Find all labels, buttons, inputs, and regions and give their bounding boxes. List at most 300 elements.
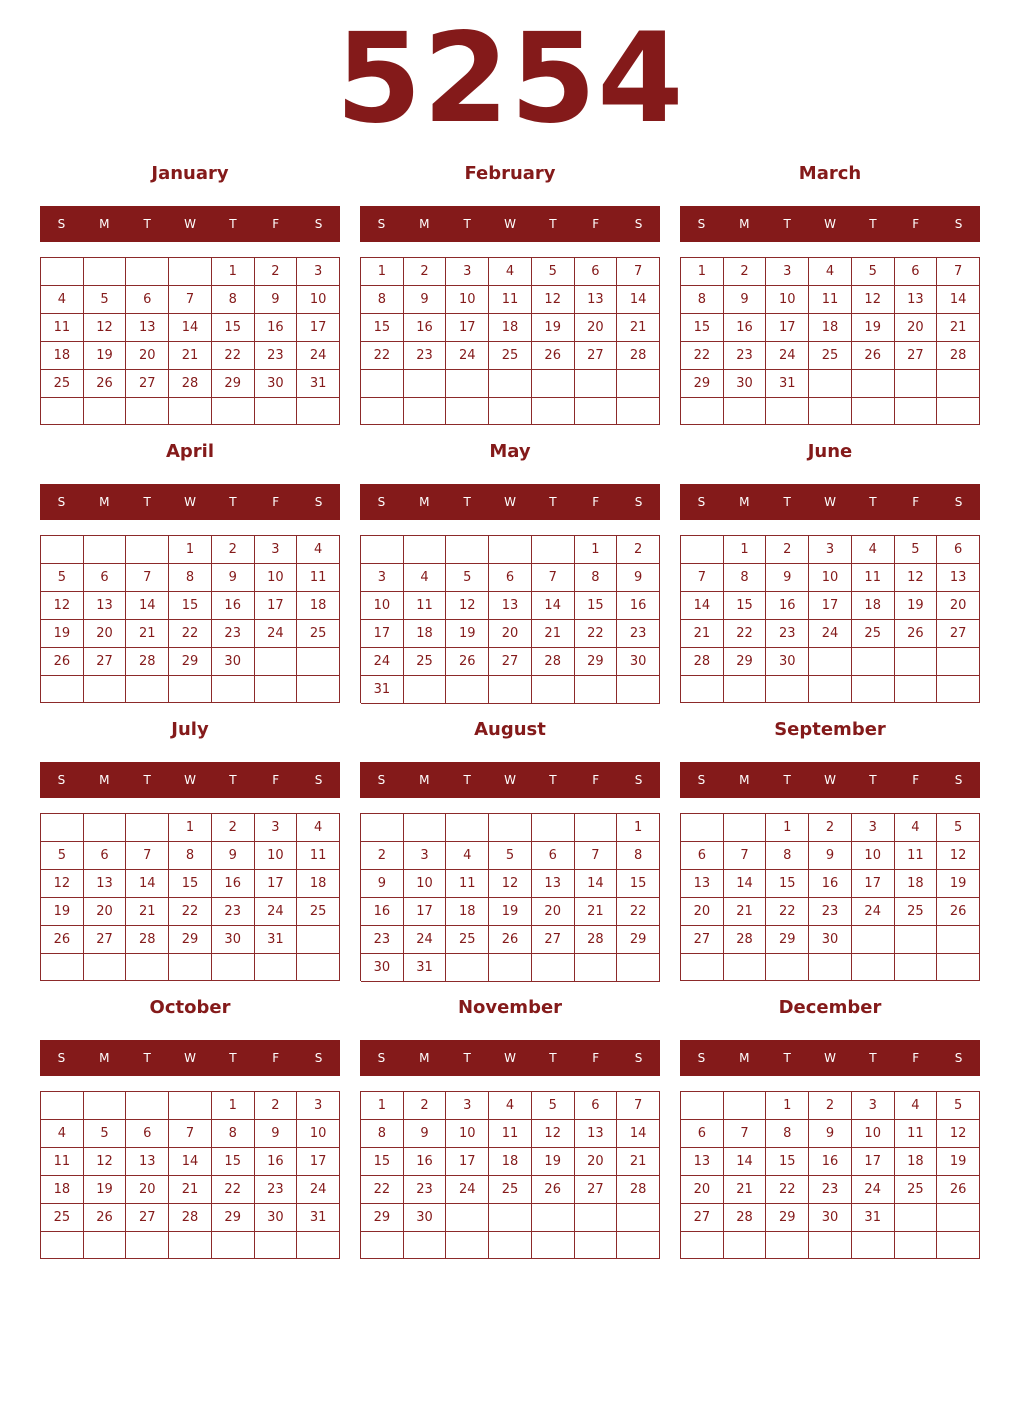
- day-cell: 14: [681, 592, 724, 620]
- day-cell: 16: [809, 1148, 852, 1176]
- day-cell: 6: [681, 842, 724, 870]
- empty-cell: [937, 1232, 980, 1259]
- day-cell: 16: [809, 870, 852, 898]
- day-cell: 7: [937, 258, 980, 286]
- day-cell: 17: [809, 592, 852, 620]
- day-cell: 7: [575, 842, 618, 870]
- day-cell: 27: [84, 926, 127, 954]
- day-cell: 6: [937, 536, 980, 564]
- day-cell: 22: [617, 898, 660, 926]
- day-cell: 29: [212, 1204, 255, 1232]
- empty-cell: [41, 954, 84, 981]
- day-cell: 27: [532, 926, 575, 954]
- day-cell: 1: [575, 536, 618, 564]
- day-cell: 15: [766, 1148, 809, 1176]
- empty-cell: [169, 954, 212, 981]
- day-cell: 31: [255, 926, 298, 954]
- empty-cell: [361, 814, 404, 842]
- year-title: 5254: [335, 7, 685, 151]
- weekday-label: F: [272, 773, 280, 787]
- day-cell: 16: [404, 314, 447, 342]
- day-cell: 18: [404, 620, 447, 648]
- day-cell: 26: [852, 342, 895, 370]
- weekday-header: [40, 1040, 340, 1076]
- empty-cell: [404, 1232, 447, 1259]
- weekday-header: [360, 762, 660, 798]
- month-name: November: [457, 997, 563, 1018]
- day-cell: 1: [361, 258, 404, 286]
- day-cell: 6: [575, 258, 618, 286]
- day-cell: 7: [169, 286, 212, 314]
- day-cell: 8: [681, 286, 724, 314]
- day-cell: 13: [895, 286, 938, 314]
- day-cell: 24: [361, 648, 404, 676]
- day-cell: 31: [852, 1204, 895, 1232]
- day-cell: 13: [489, 592, 532, 620]
- day-cell: 26: [84, 1204, 127, 1232]
- weekday-label: T: [143, 495, 151, 509]
- day-cell: 3: [809, 536, 852, 564]
- day-cell: 16: [724, 314, 767, 342]
- day-cell: 23: [255, 342, 298, 370]
- day-cell: 14: [169, 1148, 212, 1176]
- day-cell: 20: [575, 1148, 618, 1176]
- day-cell: 4: [297, 814, 340, 842]
- day-cell: 18: [297, 592, 340, 620]
- day-grid: [360, 1091, 660, 1259]
- day-cell: 8: [169, 842, 212, 870]
- empty-cell: [895, 926, 938, 954]
- weekday-header: [40, 206, 340, 242]
- day-cell: 6: [681, 1120, 724, 1148]
- weekday-label: W: [504, 217, 516, 231]
- day-cell: 2: [809, 814, 852, 842]
- day-cell: 28: [937, 342, 980, 370]
- day-cell: 22: [766, 1176, 809, 1204]
- day-cell: 18: [852, 592, 895, 620]
- day-cell: 26: [489, 926, 532, 954]
- empty-cell: [532, 536, 575, 564]
- day-cell: 31: [766, 370, 809, 398]
- day-cell: 29: [724, 648, 767, 676]
- day-cell: 24: [809, 620, 852, 648]
- day-cell: 3: [766, 258, 809, 286]
- day-cell: 17: [766, 314, 809, 342]
- day-cell: 20: [681, 898, 724, 926]
- weekday-label: W: [184, 1051, 196, 1065]
- empty-cell: [724, 398, 767, 425]
- day-cell: 6: [895, 258, 938, 286]
- day-cell: 23: [404, 1176, 447, 1204]
- empty-cell: [446, 1204, 489, 1232]
- empty-cell: [489, 676, 532, 704]
- day-cell: 14: [126, 592, 169, 620]
- day-cell: 7: [724, 842, 767, 870]
- day-cell: 18: [297, 870, 340, 898]
- empty-cell: [895, 1204, 938, 1232]
- empty-cell: [532, 1204, 575, 1232]
- day-cell: 23: [361, 926, 404, 954]
- weekday-label: F: [592, 773, 600, 787]
- day-cell: 13: [937, 564, 980, 592]
- day-cell: 27: [575, 1176, 618, 1204]
- day-cell: 3: [404, 842, 447, 870]
- weekday-label: M: [419, 773, 430, 787]
- day-cell: 18: [41, 342, 84, 370]
- day-grid: [40, 535, 340, 703]
- day-cell: 5: [84, 286, 127, 314]
- weekday-header: [360, 1040, 660, 1076]
- empty-cell: [724, 676, 767, 703]
- day-cell: 13: [84, 870, 127, 898]
- weekday-label: S: [314, 773, 323, 787]
- weekday-label: W: [824, 495, 836, 509]
- empty-cell: [532, 1232, 575, 1259]
- day-cell: 9: [212, 842, 255, 870]
- empty-cell: [809, 676, 852, 703]
- day-cell: 2: [809, 1092, 852, 1120]
- day-cell: 4: [809, 258, 852, 286]
- day-cell: 21: [126, 620, 169, 648]
- day-cell: 5: [937, 1092, 980, 1120]
- empty-cell: [126, 258, 169, 286]
- weekday-label: W: [184, 773, 196, 787]
- day-cell: 16: [255, 314, 298, 342]
- weekday-label: W: [824, 1051, 836, 1065]
- day-cell: 9: [617, 564, 660, 592]
- empty-cell: [532, 954, 575, 982]
- empty-cell: [489, 1204, 532, 1232]
- day-cell: 23: [809, 1176, 852, 1204]
- weekday-label: F: [912, 1051, 920, 1065]
- empty-cell: [255, 954, 298, 981]
- day-cell: 6: [489, 564, 532, 592]
- day-cell: 26: [895, 620, 938, 648]
- day-cell: 14: [617, 286, 660, 314]
- empty-cell: [169, 1092, 212, 1120]
- day-cell: 3: [255, 814, 298, 842]
- day-cell: 28: [575, 926, 618, 954]
- empty-cell: [895, 398, 938, 425]
- empty-cell: [489, 1232, 532, 1259]
- day-cell: 27: [126, 370, 169, 398]
- month-name: October: [149, 997, 231, 1018]
- empty-cell: [681, 536, 724, 564]
- day-cell: 17: [297, 314, 340, 342]
- day-cell: 11: [297, 564, 340, 592]
- weekday-label: W: [184, 495, 196, 509]
- day-cell: 18: [895, 1148, 938, 1176]
- empty-cell: [84, 676, 127, 703]
- day-cell: 29: [681, 370, 724, 398]
- empty-cell: [532, 398, 575, 426]
- day-cell: 21: [681, 620, 724, 648]
- empty-cell: [575, 370, 618, 398]
- weekday-label: M: [419, 1051, 430, 1065]
- day-cell: 23: [212, 620, 255, 648]
- empty-cell: [617, 1204, 660, 1232]
- weekday-label: W: [824, 773, 836, 787]
- day-cell: 14: [937, 286, 980, 314]
- day-cell: 28: [126, 926, 169, 954]
- day-cell: 1: [212, 258, 255, 286]
- empty-cell: [84, 258, 127, 286]
- day-cell: 3: [297, 1092, 340, 1120]
- day-cell: 11: [895, 1120, 938, 1148]
- weekday-label: S: [57, 773, 66, 787]
- weekday-label: T: [783, 773, 791, 787]
- empty-cell: [852, 926, 895, 954]
- day-cell: 9: [255, 1120, 298, 1148]
- empty-cell: [766, 1232, 809, 1259]
- day-cell: 7: [532, 564, 575, 592]
- day-cell: 28: [681, 648, 724, 676]
- month-name: September: [774, 719, 886, 740]
- empty-cell: [575, 1232, 618, 1259]
- empty-cell: [895, 648, 938, 676]
- weekday-label: M: [99, 773, 110, 787]
- day-cell: 1: [169, 536, 212, 564]
- weekday-label: W: [504, 1051, 516, 1065]
- day-cell: 8: [617, 842, 660, 870]
- weekday-label: T: [783, 1051, 791, 1065]
- day-cell: 19: [446, 620, 489, 648]
- empty-cell: [489, 814, 532, 842]
- empty-cell: [41, 258, 84, 286]
- weekday-label: M: [739, 1051, 750, 1065]
- day-cell: 27: [681, 926, 724, 954]
- empty-cell: [446, 814, 489, 842]
- day-cell: 13: [681, 870, 724, 898]
- empty-cell: [852, 954, 895, 981]
- day-cell: 7: [126, 564, 169, 592]
- weekday-header: [40, 484, 340, 520]
- day-cell: 11: [489, 286, 532, 314]
- day-grid: [680, 257, 980, 425]
- day-cell: 8: [361, 286, 404, 314]
- day-grid: [40, 1091, 340, 1259]
- day-cell: 28: [617, 1176, 660, 1204]
- weekday-label: M: [739, 217, 750, 231]
- day-cell: 2: [404, 1092, 447, 1120]
- day-cell: 7: [617, 258, 660, 286]
- day-cell: 5: [41, 842, 84, 870]
- day-cell: 5: [84, 1120, 127, 1148]
- day-cell: 2: [255, 1092, 298, 1120]
- day-cell: 25: [297, 620, 340, 648]
- day-cell: 24: [297, 1176, 340, 1204]
- empty-cell: [532, 676, 575, 704]
- weekday-label: T: [549, 495, 557, 509]
- day-cell: 26: [446, 648, 489, 676]
- day-cell: 29: [575, 648, 618, 676]
- day-cell: 21: [617, 314, 660, 342]
- day-cell: 21: [617, 1148, 660, 1176]
- weekday-label: S: [314, 1051, 323, 1065]
- empty-cell: [361, 370, 404, 398]
- day-cell: 17: [852, 1148, 895, 1176]
- empty-cell: [404, 536, 447, 564]
- day-cell: 28: [532, 648, 575, 676]
- weekday-header: [680, 762, 980, 798]
- day-cell: 31: [404, 954, 447, 982]
- day-cell: 22: [212, 342, 255, 370]
- day-cell: 6: [126, 286, 169, 314]
- weekday-label: T: [229, 495, 237, 509]
- day-cell: 8: [169, 564, 212, 592]
- day-cell: 14: [724, 870, 767, 898]
- day-cell: 12: [41, 592, 84, 620]
- empty-cell: [126, 954, 169, 981]
- weekday-label: W: [824, 217, 836, 231]
- empty-cell: [489, 370, 532, 398]
- day-cell: 8: [724, 564, 767, 592]
- day-cell: 10: [766, 286, 809, 314]
- empty-cell: [724, 954, 767, 981]
- day-cell: 15: [212, 1148, 255, 1176]
- day-cell: 18: [41, 1176, 84, 1204]
- weekday-label: T: [869, 1051, 877, 1065]
- day-cell: 14: [126, 870, 169, 898]
- weekday-label: S: [314, 217, 323, 231]
- empty-cell: [84, 398, 127, 425]
- empty-cell: [446, 1232, 489, 1259]
- empty-cell: [84, 814, 127, 842]
- weekday-label: T: [549, 773, 557, 787]
- empty-cell: [41, 814, 84, 842]
- weekday-label: F: [592, 495, 600, 509]
- day-cell: 29: [169, 926, 212, 954]
- day-cell: 27: [937, 620, 980, 648]
- empty-cell: [297, 676, 340, 703]
- empty-cell: [895, 954, 938, 981]
- empty-cell: [126, 676, 169, 703]
- day-cell: 21: [169, 342, 212, 370]
- day-cell: 20: [489, 620, 532, 648]
- day-cell: 26: [937, 898, 980, 926]
- empty-cell: [212, 1232, 255, 1259]
- empty-cell: [255, 398, 298, 425]
- empty-cell: [126, 398, 169, 425]
- weekday-label: T: [463, 495, 471, 509]
- day-cell: 2: [212, 536, 255, 564]
- day-cell: 22: [724, 620, 767, 648]
- day-cell: 25: [852, 620, 895, 648]
- day-cell: 30: [361, 954, 404, 982]
- weekday-label: T: [783, 495, 791, 509]
- day-cell: 21: [532, 620, 575, 648]
- day-cell: 27: [895, 342, 938, 370]
- day-cell: 3: [255, 536, 298, 564]
- weekday-label: T: [229, 217, 237, 231]
- day-cell: 8: [766, 1120, 809, 1148]
- day-cell: 12: [446, 592, 489, 620]
- day-cell: 10: [255, 842, 298, 870]
- day-cell: 17: [446, 1148, 489, 1176]
- day-cell: 24: [446, 1176, 489, 1204]
- empty-cell: [724, 1092, 767, 1120]
- empty-cell: [126, 814, 169, 842]
- empty-cell: [361, 1232, 404, 1259]
- day-cell: 4: [41, 286, 84, 314]
- day-cell: 15: [169, 870, 212, 898]
- day-cell: 22: [169, 620, 212, 648]
- day-cell: 17: [255, 592, 298, 620]
- day-cell: 25: [41, 370, 84, 398]
- day-cell: 2: [724, 258, 767, 286]
- day-cell: 25: [895, 1176, 938, 1204]
- day-cell: 6: [532, 842, 575, 870]
- empty-cell: [681, 1232, 724, 1259]
- day-cell: 22: [575, 620, 618, 648]
- empty-cell: [297, 1232, 340, 1259]
- day-cell: 15: [766, 870, 809, 898]
- day-cell: 15: [724, 592, 767, 620]
- day-cell: 15: [617, 870, 660, 898]
- day-cell: 20: [84, 620, 127, 648]
- day-cell: 13: [575, 286, 618, 314]
- day-cell: 27: [84, 648, 127, 676]
- day-cell: 28: [169, 1204, 212, 1232]
- day-cell: 3: [852, 1092, 895, 1120]
- weekday-label: S: [954, 1051, 963, 1065]
- weekday-label: T: [463, 1051, 471, 1065]
- empty-cell: [575, 814, 618, 842]
- empty-cell: [724, 1232, 767, 1259]
- empty-cell: [489, 536, 532, 564]
- day-cell: 10: [446, 286, 489, 314]
- day-cell: 30: [724, 370, 767, 398]
- day-cell: 13: [681, 1148, 724, 1176]
- day-cell: 22: [681, 342, 724, 370]
- day-cell: 2: [255, 258, 298, 286]
- day-cell: 25: [297, 898, 340, 926]
- empty-cell: [169, 1232, 212, 1259]
- day-cell: 16: [212, 592, 255, 620]
- day-cell: 26: [532, 342, 575, 370]
- day-cell: 12: [84, 1148, 127, 1176]
- day-cell: 15: [212, 314, 255, 342]
- empty-cell: [852, 1232, 895, 1259]
- day-cell: 26: [84, 370, 127, 398]
- day-cell: 21: [724, 1176, 767, 1204]
- weekday-label: S: [57, 495, 66, 509]
- day-cell: 17: [446, 314, 489, 342]
- empty-cell: [361, 536, 404, 564]
- weekday-label: S: [634, 1051, 643, 1065]
- weekday-label: S: [954, 773, 963, 787]
- day-cell: 21: [126, 898, 169, 926]
- day-cell: 20: [681, 1176, 724, 1204]
- empty-cell: [852, 370, 895, 398]
- day-cell: 4: [404, 564, 447, 592]
- day-cell: 14: [575, 870, 618, 898]
- day-cell: 11: [809, 286, 852, 314]
- day-cell: 15: [361, 1148, 404, 1176]
- weekday-label: S: [57, 217, 66, 231]
- day-cell: 22: [169, 898, 212, 926]
- empty-cell: [255, 676, 298, 703]
- day-cell: 12: [84, 314, 127, 342]
- day-cell: 1: [212, 1092, 255, 1120]
- day-cell: 5: [446, 564, 489, 592]
- weekday-label: T: [783, 217, 791, 231]
- day-cell: 30: [255, 1204, 298, 1232]
- empty-cell: [809, 954, 852, 981]
- day-cell: 9: [212, 564, 255, 592]
- day-cell: 31: [297, 1204, 340, 1232]
- empty-cell: [169, 676, 212, 703]
